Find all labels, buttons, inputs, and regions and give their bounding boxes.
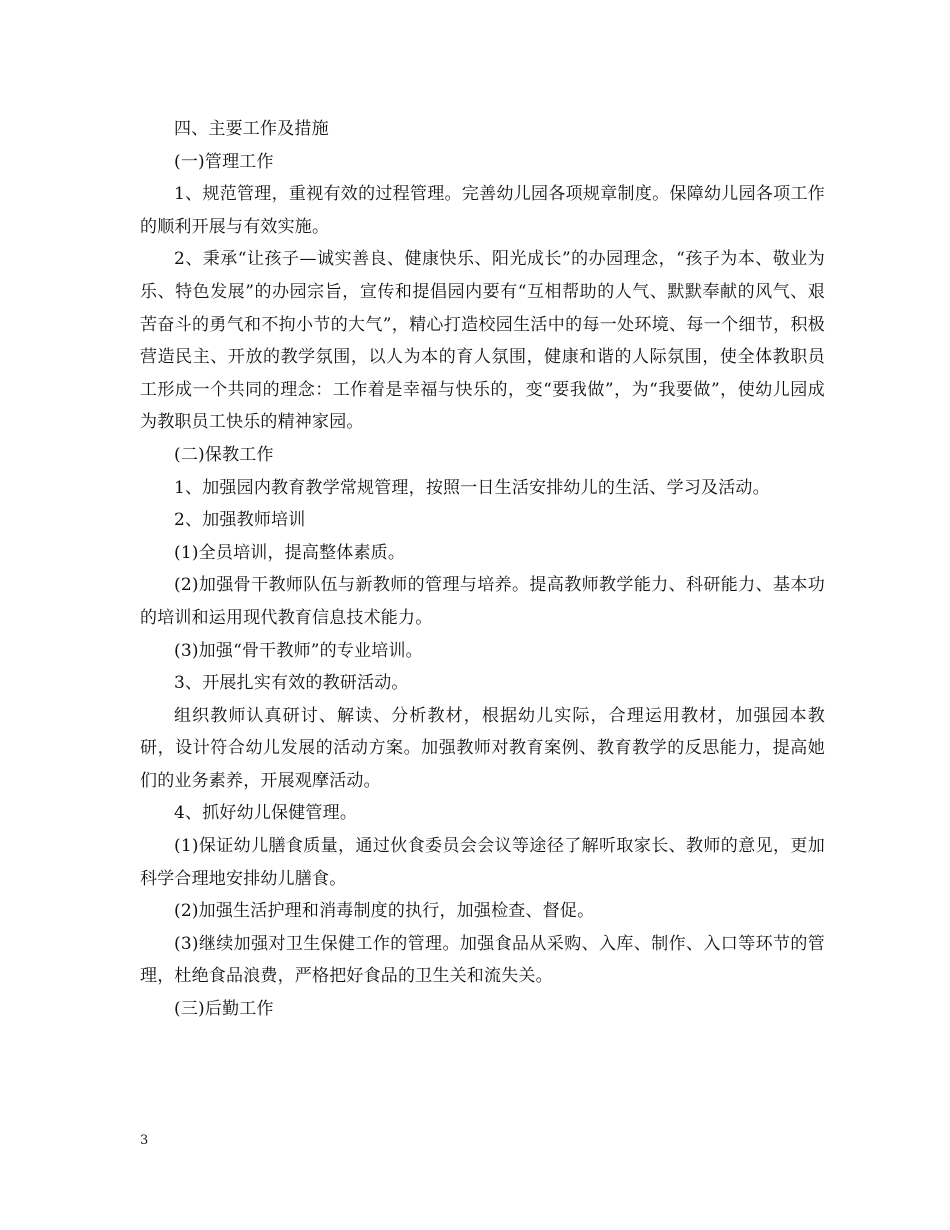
- paragraph-health-item-2: (2)加强生活护理和消毒制度的执行，加强检查、督促。: [174, 901, 595, 922]
- paragraph-training-item-1: (1)全员培训，提高整体素质。: [174, 542, 406, 563]
- paragraph-health-item-1: (1)保证幼儿膳食质量，通过伙食委员会会议等途径了解听取家长、教师的意见，更加科学合理地安排幼儿膳食。: [140, 836, 825, 889]
- paragraph-teacher-training: 2、加强教师培训: [174, 510, 306, 531]
- subheading-education-care: (二)保教工作: [174, 444, 274, 465]
- paragraph-training-item-3: (3)加强“骨干教师”的专业培训。: [174, 640, 423, 661]
- subheading-management: (一)管理工作: [174, 151, 274, 172]
- document-body: [140, 113, 825, 1026]
- paragraph-health-item-3: (3)继续加强对卫生保健工作的管理。加强食品从采购、入库、制作、入口等环节的管理，杜绝食品浪费，严格把好食品的卫生关和流失关。: [140, 933, 825, 987]
- page-number: 3: [140, 1133, 149, 1148]
- subheading-logistics: (三)后勤工作: [174, 999, 274, 1020]
- paragraph-health-management: 4、抓好幼儿保健管理。: [174, 803, 358, 824]
- paragraph-management-2: 2、秉承“让孩子—诚实善良、健康快乐、阳光成长”的办园理念，“孩子为本、敬业为乐、特色发展”的办园宗旨，宣传和提倡园内要有“互相帮助的人气、默默奉献的风气、艰苦奋斗的勇气和不拘小节的大气”，精心打造校园生活中的每一处环境、每一个细节，积极营造民主、开放的教学氛围，以人为本的育人氛围，健康和谐的人际氛围，使全体教职员工形成一个共同的理念：工作着是幸福与快乐的，变“要我做”，为“我要做”，使幼儿园成为教职员工快乐的精神家园。: [140, 249, 825, 433]
- section-heading-main-work: 四、主要工作及措施: [174, 119, 329, 139]
- paragraph-research-activities: 3、开展扎实有效的教研活动。: [174, 673, 409, 694]
- paragraph-training-item-2: (2)加强骨干教师队伍与新教师的管理与培养。提高教师教学能力、科研能力、基本功的培训和运用现代教育信息技术能力。: [140, 575, 825, 628]
- paragraph-education-1: 1、加强园内教育教学常规管理，按照一日生活安排幼儿的生活、学习及活动。: [174, 477, 770, 498]
- paragraph-research-details: 组织教师认真研讨、解读、分析教材，根据幼儿实际，合理运用教材，加强园本教研，设计符合幼儿发展的活动方案。加强教师对教育案例、教育教学的反思能力，提高她们的业务素养，开展观摩活动。: [140, 705, 825, 791]
- paragraph-management-1: 1、规范管理，重视有效的过程管理。完善幼儿园各项规章制度。保障幼儿园各项工作的顺利开展与有效实施。: [140, 184, 825, 237]
